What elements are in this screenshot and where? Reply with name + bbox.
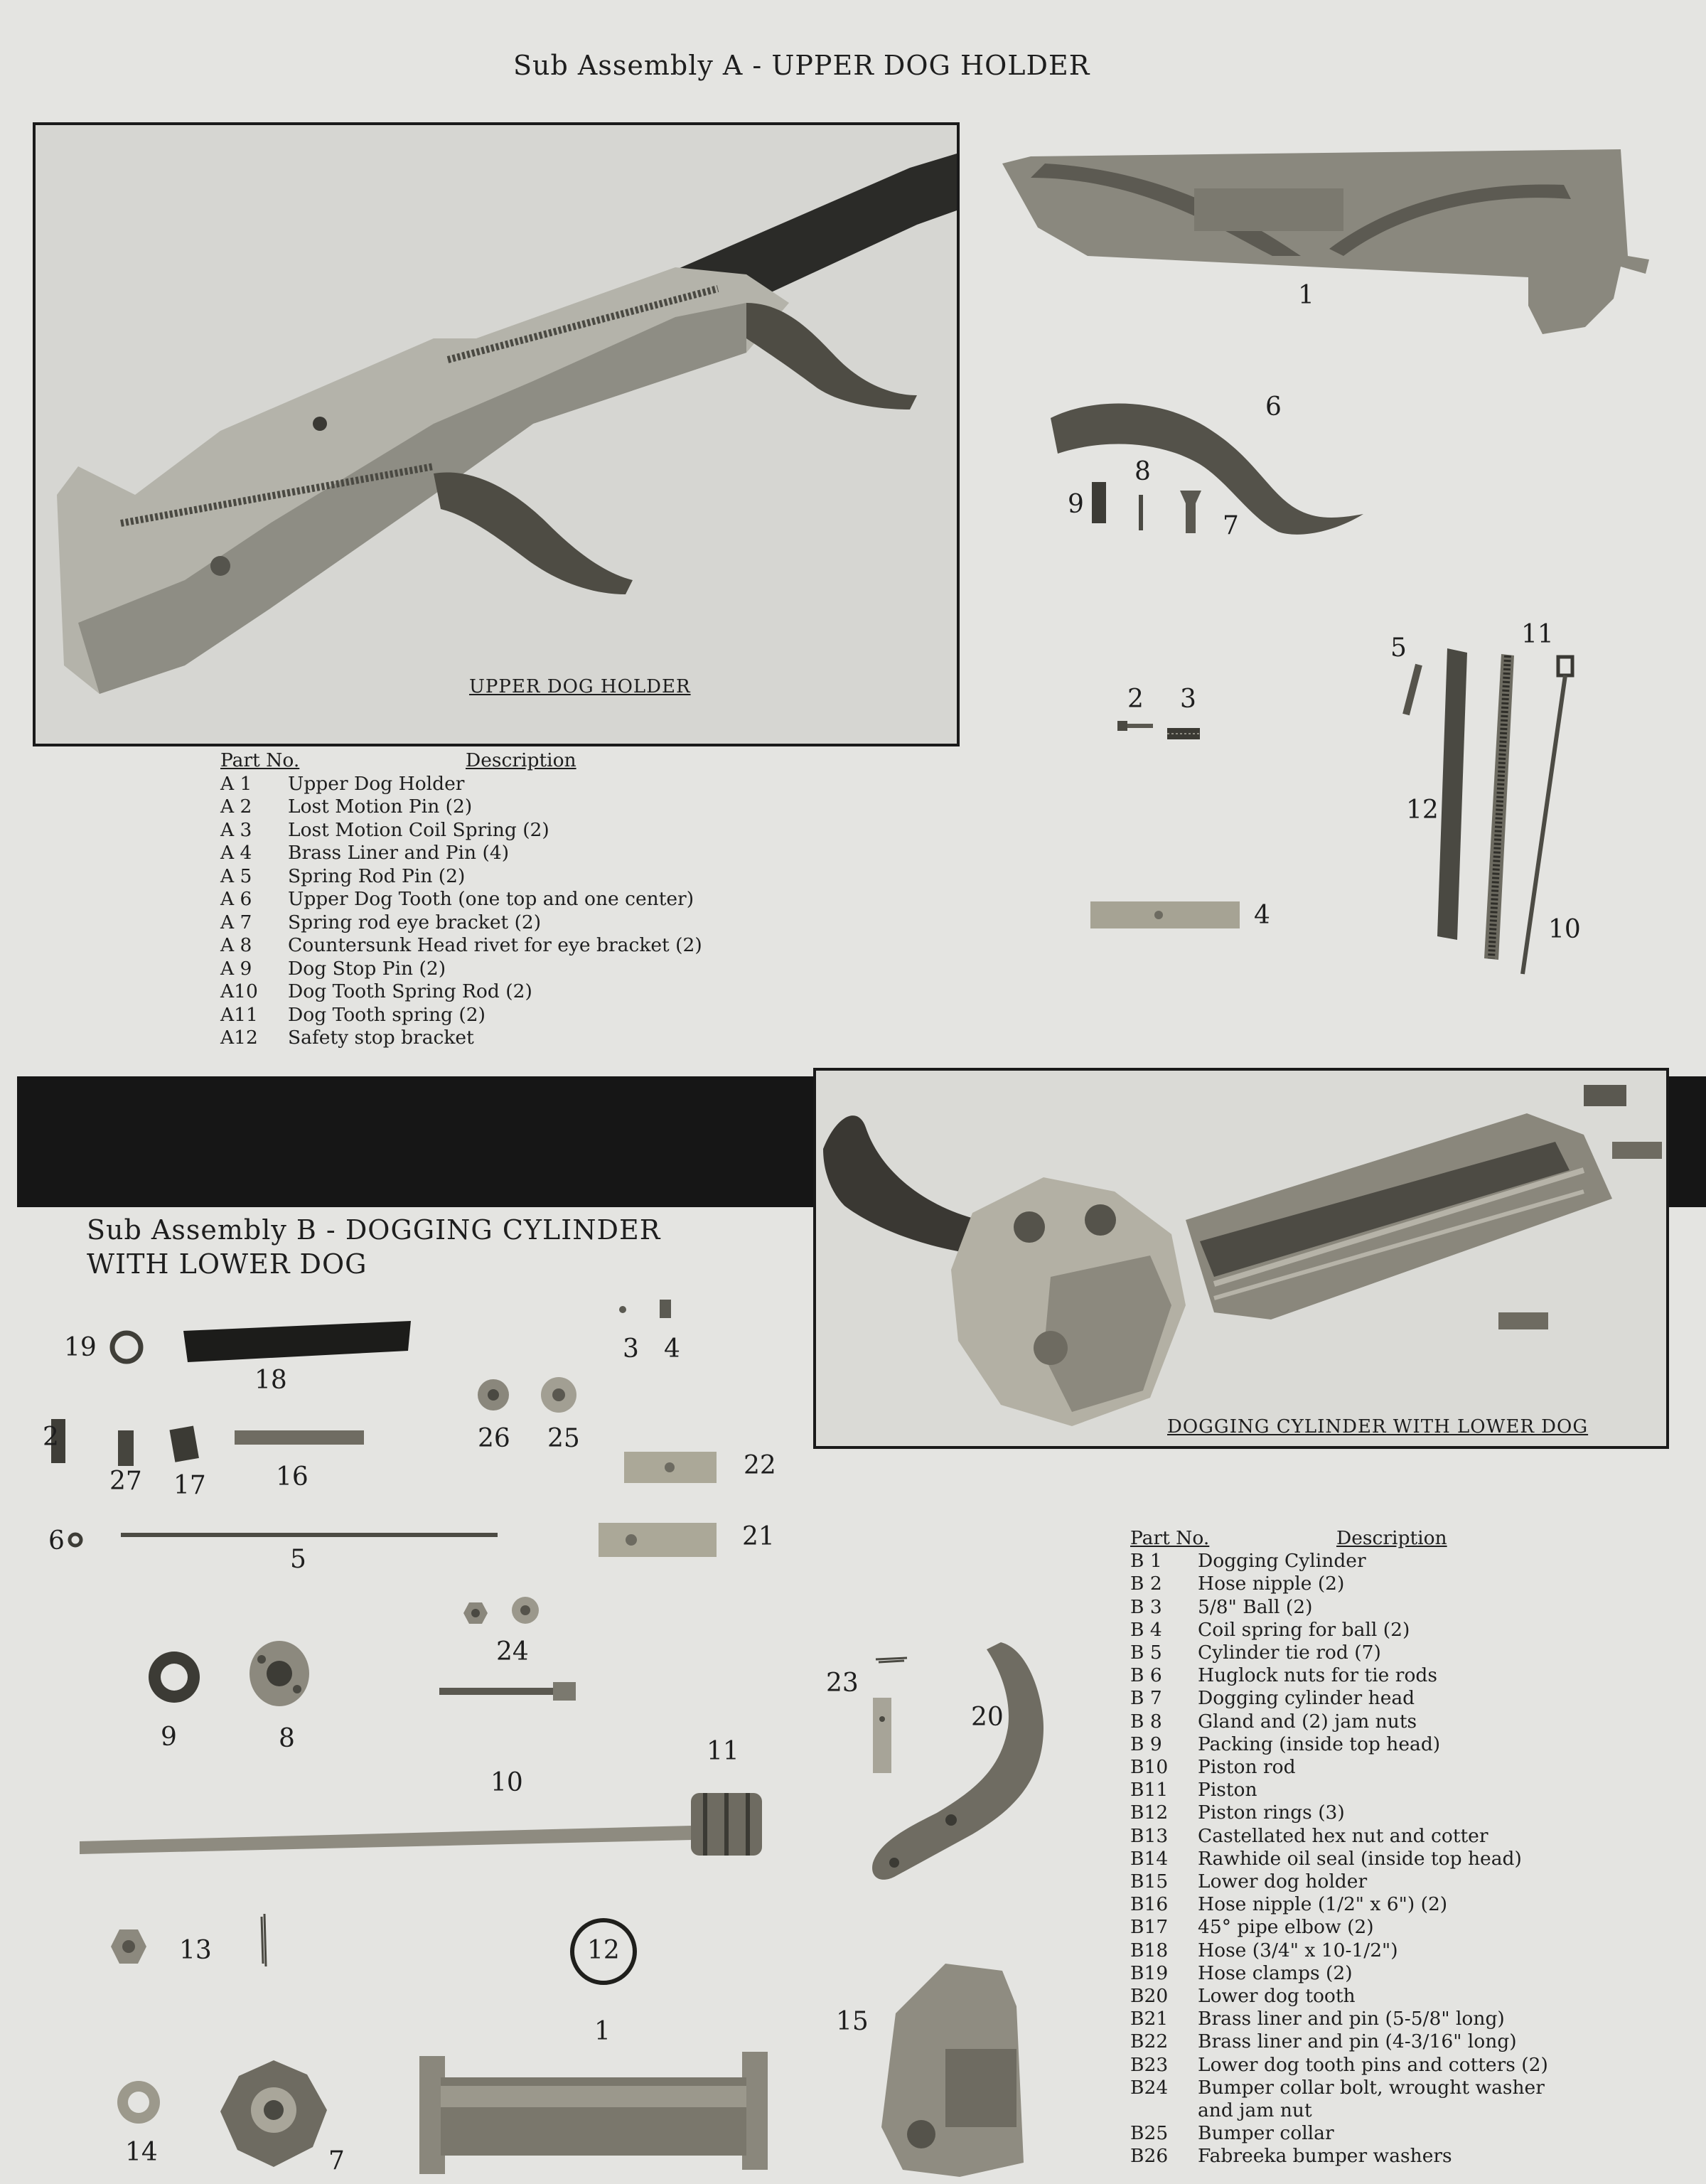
part-a11-dog-tooth-spring	[1481, 654, 1517, 960]
table-row	[1130, 1870, 1670, 1893]
part-b22-brass-liner	[624, 1452, 717, 1483]
label-b18: 18	[254, 1366, 287, 1395]
part-b17-pipe-elbow	[171, 1425, 199, 1462]
table-row	[1130, 2077, 1670, 2099]
part-desc: Hose nipple (2)	[1198, 1573, 1345, 1595]
table-row	[220, 958, 860, 981]
part-desc: Piston rod	[1198, 1756, 1296, 1779]
part-b3-ball	[618, 1305, 627, 1314]
part-b24-bumper-collar-bolt-nut	[463, 1602, 488, 1624]
part-a8-rivet	[1137, 495, 1144, 530]
section-b-title-line2: WITH LOWER DOG	[87, 1248, 368, 1280]
part-desc: Dog Tooth Spring Rod (2)	[288, 980, 532, 1002]
part-code	[1130, 2099, 1198, 2122]
label-b10: 10	[490, 1768, 523, 1797]
table-row	[1130, 1802, 1670, 1824]
part-code: A 4	[220, 842, 252, 864]
part-code: B13	[1130, 1824, 1169, 1847]
table-row	[1130, 1664, 1670, 1687]
table-row	[1130, 1779, 1670, 1802]
dogging-cylinder-caption: DOGGING CYLINDER WITH LOWER DOG	[1167, 1416, 1589, 1438]
label-b12: 12	[587, 1936, 620, 1965]
upper-dog-holder-caption: UPPER DOG HOLDER	[469, 676, 691, 697]
part-b24-bumper-collar-bolt	[439, 1681, 576, 1701]
part-desc: Bumper collar bolt, wrought washer	[1198, 2076, 1545, 2099]
table-row	[220, 934, 860, 958]
table-row	[1130, 1848, 1670, 1870]
part-desc: Hose nipple (1/2" x 6") (2)	[1198, 1893, 1448, 1916]
label-a10: 10	[1548, 915, 1581, 944]
part-desc: Upper Dog Tooth (one top and one center)	[288, 888, 694, 910]
part-code: B16	[1130, 1893, 1169, 1916]
part-code: B17	[1130, 1916, 1169, 1939]
label-b20: 20	[971, 1703, 1004, 1732]
label-a11: 11	[1521, 620, 1554, 649]
table-row	[220, 1027, 860, 1050]
table-row	[1130, 1642, 1670, 1664]
part-desc: Upper Dog Holder	[288, 772, 465, 795]
part-a4-brass-liner	[1090, 901, 1240, 928]
part-desc: Lost Motion Pin (2)	[288, 796, 473, 818]
label-b4: 4	[664, 1334, 680, 1364]
part-b1-dogging-cylinder	[419, 2052, 768, 2177]
label-a7: 7	[1223, 511, 1239, 540]
part-b15-lower-dog-holder	[881, 1964, 1031, 2177]
part-code: B20	[1130, 1985, 1169, 2008]
label-b13: 13	[179, 1936, 212, 1965]
part-code: A 1	[220, 772, 252, 795]
label-b9: 9	[161, 1723, 177, 1752]
table-row	[1130, 1687, 1670, 1710]
table-row	[1130, 1550, 1670, 1573]
part-code: B10	[1130, 1756, 1169, 1779]
label-b26: 26	[478, 1424, 510, 1453]
part-code: B25	[1130, 2122, 1169, 2145]
label-b7: 7	[328, 2146, 345, 2175]
label-a6: 6	[1265, 392, 1282, 422]
part-code: A 5	[220, 864, 252, 887]
table-row	[220, 888, 860, 911]
part-code: B11	[1130, 1779, 1169, 1802]
part-desc: Huglock nuts for tie rods	[1198, 1664, 1437, 1687]
label-b8: 8	[279, 1724, 295, 1753]
table-row	[1130, 2145, 1670, 2168]
part-code: B15	[1130, 1870, 1169, 1893]
part-desc: Coil spring for ball (2)	[1198, 1618, 1410, 1641]
part-code: B21	[1130, 2008, 1169, 2030]
label-b5: 5	[290, 1545, 306, 1574]
table-row	[220, 911, 860, 935]
part-desc: Cylinder tie rod (7)	[1198, 1642, 1381, 1664]
part-a9-dog-stop-pin	[1092, 482, 1106, 523]
part-code: B 4	[1130, 1618, 1162, 1641]
table-row	[1130, 1756, 1670, 1779]
label-b16: 16	[276, 1462, 309, 1492]
label-a3: 3	[1180, 685, 1196, 714]
part-code: B26	[1130, 2145, 1169, 2168]
section-b-parts-header	[1130, 1527, 1670, 1550]
table-row	[220, 980, 860, 1004]
label-b2: 2	[43, 1423, 59, 1452]
part-code: B14	[1130, 1847, 1169, 1870]
part-b6-huglock-nut	[67, 1531, 84, 1548]
part-desc: Brass Liner and Pin (4)	[288, 842, 510, 864]
part-code: B 5	[1130, 1642, 1162, 1664]
part-b10-piston-rod	[80, 1786, 765, 1860]
section-a-parts-header	[220, 749, 860, 773]
part-code: A 3	[220, 818, 252, 841]
part-code: A11	[220, 1003, 258, 1026]
part-code: B 9	[1130, 1733, 1162, 1755]
label-a4: 4	[1254, 901, 1270, 930]
label-b25: 25	[547, 1424, 580, 1453]
part-b9-packing	[145, 1648, 203, 1706]
table-row	[220, 819, 860, 842]
section-b-title	[87, 1213, 660, 1281]
upper-dog-holder-photo	[33, 122, 960, 746]
part-code: B 7	[1130, 1687, 1162, 1710]
part-code: B 6	[1130, 1664, 1162, 1687]
table-row	[1130, 1825, 1670, 1848]
part-desc: Rawhide oil seal (inside top head)	[1198, 1847, 1522, 1870]
table-row	[1130, 1596, 1670, 1619]
part-a3-coil-spring	[1167, 727, 1200, 741]
header-description: Description	[466, 749, 576, 771]
part-a1-upper-dog-holder	[1002, 149, 1663, 341]
part-code: B 1	[1130, 1550, 1162, 1573]
part-desc: 45° pipe elbow (2)	[1198, 1916, 1374, 1939]
part-b14-oil-seal	[115, 2079, 162, 2126]
part-code: A 2	[220, 796, 252, 818]
section-divider-band-right	[1666, 1076, 1706, 1207]
table-row	[1130, 1711, 1670, 1733]
section-a-parts-list	[220, 749, 860, 1050]
part-code: B12	[1130, 1802, 1169, 1824]
part-b13-cotter	[257, 1914, 272, 1966]
part-desc: Dog Tooth spring (2)	[288, 1003, 485, 1026]
part-a2-lost-motion-pin	[1117, 719, 1153, 732]
table-row	[220, 1004, 860, 1027]
part-a12-safety-stop-bracket	[1432, 648, 1467, 940]
part-code: B18	[1130, 1939, 1169, 1961]
label-a9: 9	[1068, 490, 1084, 519]
table-row	[1130, 2008, 1670, 2030]
table-row	[1130, 1916, 1670, 1939]
table-row	[1130, 1985, 1670, 2008]
part-desc: Packing (inside top head)	[1198, 1733, 1441, 1755]
label-b24: 24	[496, 1637, 529, 1666]
part-b8-gland	[247, 1638, 311, 1709]
part-b18-hose	[183, 1321, 411, 1362]
table-row	[1130, 1619, 1670, 1642]
part-desc: Lost Motion Coil Spring (2)	[288, 818, 549, 841]
part-code: B23	[1130, 2053, 1169, 2076]
part-desc: Countersunk Head rivet for eye bracket (2)	[288, 934, 702, 956]
table-row	[1130, 1962, 1670, 1985]
part-a7-eye-bracket	[1180, 491, 1201, 533]
table-row	[1130, 2030, 1670, 2053]
part-b5-tie-rod	[121, 1531, 498, 1538]
part-code: A 7	[220, 911, 252, 933]
part-desc: Brass liner and pin (4-3/16" long)	[1198, 2030, 1517, 2053]
label-b27: 27	[109, 1467, 142, 1496]
part-desc: Safety stop bracket	[288, 1027, 474, 1049]
table-row	[1130, 1573, 1670, 1595]
table-row	[1130, 1939, 1670, 1962]
part-desc: Hose clamps (2)	[1198, 1961, 1353, 1984]
part-b19-hose-clamp	[105, 1329, 148, 1365]
part-desc: 5/8" Ball (2)	[1198, 1595, 1313, 1618]
table-row	[220, 865, 860, 889]
section-b-title-line1: Sub Assembly B - DOGGING CYLINDER	[87, 1214, 661, 1246]
part-code: A 6	[220, 888, 252, 910]
label-b23: 23	[826, 1669, 859, 1698]
part-code: B 3	[1130, 1595, 1162, 1618]
table-row	[1130, 2099, 1670, 2122]
part-code: B19	[1130, 1961, 1169, 1984]
part-a5-spring-rod-pin	[1402, 665, 1423, 714]
part-b24-wrought-washer	[510, 1595, 540, 1625]
dogging-cylinder-photo	[813, 1068, 1669, 1449]
part-code: A10	[220, 980, 258, 1002]
label-b19: 19	[64, 1333, 97, 1362]
table-row	[1130, 1893, 1670, 1916]
part-b27-part	[117, 1430, 135, 1466]
part-code: A 9	[220, 957, 252, 980]
part-b21-brass-liner	[599, 1523, 717, 1557]
label-b15: 15	[836, 2007, 869, 2036]
upper-dog-holder-illustration	[36, 125, 957, 744]
part-code: B 8	[1130, 1710, 1162, 1733]
part-desc: Lower dog holder	[1198, 1870, 1368, 1893]
part-desc: Lower dog tooth pins and cotters (2)	[1198, 2053, 1548, 2076]
label-a5: 5	[1390, 633, 1407, 663]
part-desc: Brass liner and pin (5-5/8" long)	[1198, 2008, 1505, 2030]
table-row	[1130, 2122, 1670, 2145]
section-a-title: Sub Assembly A - UPPER DOG HOLDER	[513, 50, 1090, 81]
part-desc: Hose (3/4" x 10-1/2")	[1198, 1939, 1398, 1961]
part-b7-cylinder-head	[220, 2060, 327, 2167]
part-b25-bumper-collar	[539, 1376, 579, 1413]
label-b17: 17	[173, 1471, 206, 1500]
part-code: B24	[1130, 2076, 1169, 2099]
table-row	[220, 842, 860, 865]
part-desc: Piston rings (3)	[1198, 1802, 1345, 1824]
part-b20-lower-dog-tooth	[866, 1642, 1051, 1884]
part-b4-coil-spring	[660, 1300, 671, 1318]
part-desc: Dogging cylinder head	[1198, 1687, 1415, 1710]
label-b14: 14	[125, 2138, 158, 2167]
part-desc: Piston	[1198, 1779, 1257, 1802]
part-code: B 2	[1130, 1573, 1162, 1595]
part-code: B22	[1130, 2030, 1169, 2053]
table-row	[1130, 1733, 1670, 1756]
table-row	[220, 773, 860, 796]
part-desc: Gland and (2) jam nuts	[1198, 1710, 1417, 1733]
label-b6: 6	[48, 1526, 65, 1556]
part-desc: Spring rod eye bracket (2)	[288, 911, 542, 933]
label-b11: 11	[707, 1737, 739, 1766]
label-a8: 8	[1134, 457, 1151, 486]
part-desc: Lower dog tooth	[1198, 1985, 1356, 2008]
header-part-no: Part No.	[220, 749, 300, 771]
part-code: A 8	[220, 934, 252, 956]
table-row	[220, 796, 860, 819]
part-desc: Bumper collar	[1198, 2122, 1334, 2145]
part-desc: Castellated hex nut and cotter	[1198, 1824, 1488, 1847]
dogging-cylinder-illustration	[816, 1071, 1666, 1446]
header-description: Description	[1336, 1527, 1447, 1549]
label-b22: 22	[744, 1451, 776, 1480]
part-b26-bumper-washer	[476, 1378, 510, 1412]
section-divider-band-left	[17, 1076, 817, 1207]
label-a12: 12	[1406, 796, 1439, 825]
part-desc: Fabreeka bumper washers	[1198, 2145, 1452, 2168]
label-a1: 1	[1298, 281, 1314, 310]
label-b1: 1	[594, 2017, 611, 2046]
label-b21: 21	[742, 1522, 775, 1551]
part-code: A12	[220, 1027, 258, 1049]
part-desc: Spring Rod Pin (2)	[288, 864, 466, 887]
label-b3: 3	[623, 1334, 639, 1364]
header-part-no: Part No.	[1130, 1527, 1210, 1549]
part-desc: Dog Stop Pin (2)	[288, 957, 446, 980]
label-a2: 2	[1127, 685, 1144, 714]
part-desc: and jam nut	[1198, 2099, 1312, 2122]
part-b13-castellated-nut	[111, 1929, 146, 1964]
part-desc: Dogging Cylinder	[1198, 1550, 1366, 1573]
section-b-parts-list	[1130, 1527, 1670, 2168]
table-row	[1130, 2054, 1670, 2077]
part-b16-hose-nipple	[235, 1429, 364, 1446]
